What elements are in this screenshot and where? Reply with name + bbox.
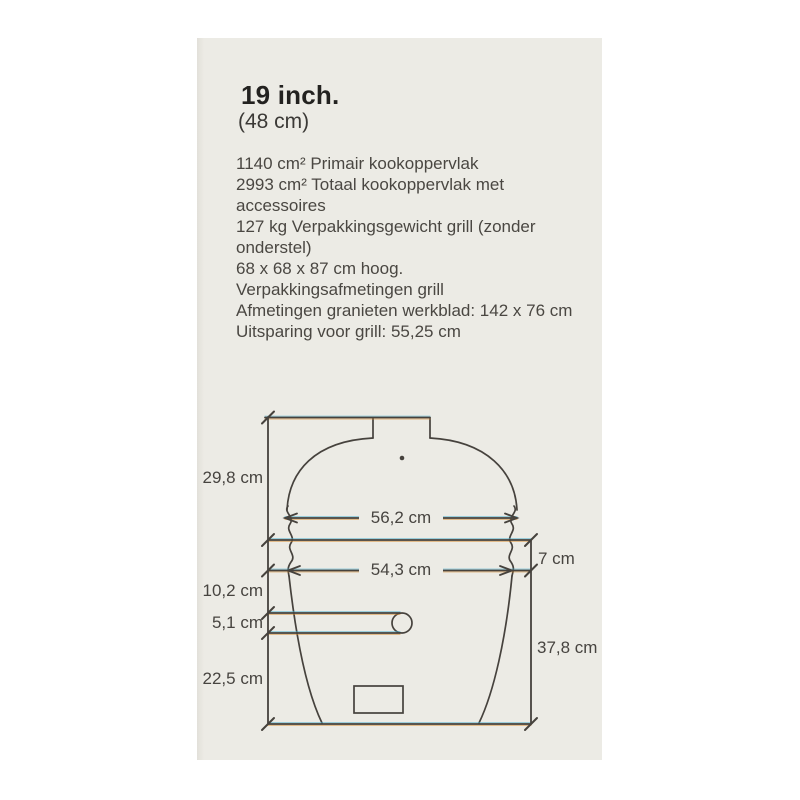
bracket-circle [392,613,412,633]
vent-door [354,686,403,713]
base-left [289,576,322,723]
thermometer-dot [400,456,405,461]
spec-line: accessoires [236,196,326,215]
dimension-label-base-width: 54,3 cm [359,560,443,579]
spec-line: onderstel) [236,238,312,257]
dome-left [287,438,373,510]
spec-line: Verpakkingsafmetingen grill [236,280,444,299]
dimension-label-lower-height: 22,5 cm [202,669,263,688]
dimension-label-bracket-offset: 10,2 cm [202,581,263,600]
spec-line: 1140 cm² Primair kookoppervlak [236,154,479,173]
chimney-cap [373,418,430,438]
product-size-title: 19 inch. [241,80,340,110]
dimension-label-dome-height: 29,8 cm [202,468,263,487]
spec-line: 2993 cm² Totaal kookoppervlak met [236,175,505,194]
spec-line: 68 x 68 x 87 cm hoog. [236,259,404,278]
dome-right [430,438,517,510]
spec-line: Afmetingen granieten werkblad: 142 x 76 cm [236,301,573,320]
dimension-label-band-height: 7 cm [538,549,575,568]
dimension-label-dome-width: 56,2 cm [359,508,443,527]
spec-line: 127 kg Verpakkingsgewicht grill (zonder [236,217,536,236]
dimension-label-bracket-thickness: 5,1 cm [211,613,263,632]
product-size-subtitle: (48 cm) [238,110,310,133]
dimension-label-base-height: 37,8 cm [537,638,598,657]
spec-line: Uitsparing voor grill: 55,25 cm [236,322,461,341]
base-right [479,576,512,723]
